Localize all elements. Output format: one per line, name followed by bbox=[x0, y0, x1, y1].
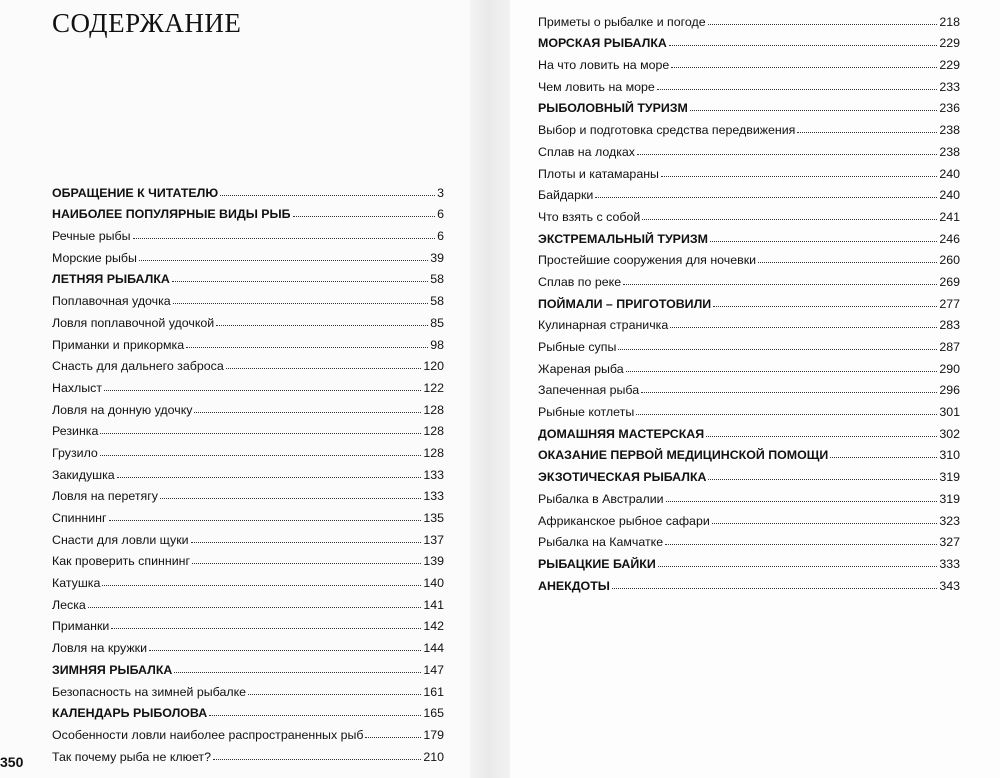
dot-leader bbox=[209, 715, 421, 716]
toc-entry-page: 137 bbox=[423, 532, 444, 547]
toc-entry-label: Жареная рыба bbox=[538, 361, 624, 376]
toc-section-entry bbox=[538, 441, 960, 463]
toc-section-entry bbox=[538, 419, 960, 441]
toc-entry-label: ЭКЗОТИЧЕСКАЯ РЫБАЛКА bbox=[538, 470, 707, 485]
dot-leader bbox=[713, 306, 937, 307]
folio-page-number: 350 bbox=[0, 754, 24, 770]
toc-entry bbox=[538, 506, 960, 528]
toc-entry-label: Ловля поплавочной удочкой bbox=[52, 315, 215, 330]
toc-entry bbox=[52, 243, 444, 265]
dot-leader bbox=[797, 132, 937, 133]
dot-leader bbox=[216, 325, 428, 326]
toc-section-entry bbox=[538, 289, 960, 311]
toc-entry bbox=[52, 568, 444, 590]
toc-entry bbox=[52, 308, 444, 330]
toc-entry-page: 6 bbox=[437, 207, 444, 222]
dot-leader bbox=[669, 45, 937, 46]
dot-leader bbox=[712, 523, 938, 524]
toc-entry-label: Ловля на кружки bbox=[52, 641, 148, 656]
toc-entry-page: 277 bbox=[939, 296, 960, 311]
toc-entry-label: Речные рыбы bbox=[52, 229, 131, 244]
toc-entry-label: ЛЕТНЯЯ РЫБАЛКА bbox=[52, 272, 170, 287]
toc-entry bbox=[538, 311, 960, 333]
toc-entry-page: 179 bbox=[423, 727, 444, 742]
toc-entry bbox=[538, 376, 960, 398]
toc-entry-label: На что ловить на море bbox=[538, 58, 670, 73]
dot-leader bbox=[149, 650, 421, 651]
dot-leader bbox=[191, 542, 422, 543]
book-gutter bbox=[470, 0, 510, 778]
toc-entry-page: 290 bbox=[939, 361, 960, 376]
toc-entry-label: Рыбалка на Камчатке bbox=[538, 535, 664, 550]
toc-entry-page: 58 bbox=[430, 272, 444, 287]
toc-entry-label: Закидушка bbox=[52, 467, 115, 482]
dot-leader bbox=[708, 24, 938, 25]
toc-entry-label: ПОЙМАЛИ – ПРИГОТОВИЛИ bbox=[538, 296, 712, 311]
dot-leader bbox=[139, 260, 428, 261]
toc-entry-page: 238 bbox=[939, 144, 960, 159]
toc-entry-label: Как проверить спиннинг bbox=[52, 554, 190, 569]
toc-entry bbox=[52, 438, 444, 460]
toc-entry-label: Чем ловить на море bbox=[538, 79, 655, 94]
toc-entry-label: Так почему рыба не клюет? bbox=[52, 749, 211, 764]
toc-entry bbox=[538, 115, 960, 137]
toc-entry-label: Особенности ловли наиболее распространенных рыб bbox=[52, 727, 364, 742]
toc-entry-label: Приманки bbox=[52, 619, 110, 634]
toc-section-entry bbox=[538, 571, 960, 593]
toc-entry-page: 287 bbox=[939, 340, 960, 354]
toc-entry-page: 319 bbox=[939, 491, 960, 506]
dot-leader bbox=[109, 520, 422, 521]
toc-entry-page: 236 bbox=[939, 101, 960, 116]
toc-entry-page: 147 bbox=[423, 662, 444, 677]
toc-entry-page: 333 bbox=[939, 556, 960, 571]
toc-entry bbox=[538, 72, 960, 94]
toc-entry-page: 229 bbox=[939, 36, 960, 51]
toc-entry-page: 323 bbox=[939, 513, 960, 528]
toc-entry-page: 161 bbox=[423, 684, 444, 699]
toc-entry bbox=[538, 332, 960, 354]
dot-leader bbox=[758, 262, 937, 263]
toc-entry-page: 283 bbox=[939, 318, 960, 333]
dot-leader bbox=[172, 281, 428, 282]
dot-leader bbox=[661, 176, 937, 177]
toc-entry bbox=[538, 202, 960, 224]
dot-leader bbox=[365, 737, 421, 738]
toc-entry-page: 128 bbox=[423, 445, 444, 460]
dot-leader bbox=[595, 197, 937, 198]
toc-entry-label: Безопасность на зимней рыбалке bbox=[52, 684, 247, 699]
toc-entry-label: РЫБАЦКИЕ БАЙКИ bbox=[538, 556, 656, 571]
toc-entry-label: АНЕКДОТЫ bbox=[538, 578, 610, 593]
dot-leader bbox=[665, 544, 937, 545]
toc-entry-label: Леска bbox=[52, 597, 86, 612]
toc-entry-page: 229 bbox=[939, 58, 960, 73]
dot-leader bbox=[642, 219, 937, 220]
dot-leader bbox=[830, 457, 937, 458]
toc-entry-page: 120 bbox=[423, 359, 444, 374]
toc-entry-page: 98 bbox=[430, 337, 444, 352]
dot-leader bbox=[636, 414, 937, 415]
toc-entry-page: 327 bbox=[939, 535, 960, 550]
dot-leader bbox=[708, 479, 937, 480]
toc-entry-label: Рыбные котлеты bbox=[538, 405, 635, 420]
toc-entry-page: 302 bbox=[939, 426, 960, 441]
toc-entry-page: 133 bbox=[423, 467, 444, 482]
toc-entry-label: Что взять с собой bbox=[538, 209, 641, 224]
toc-entry-page: 144 bbox=[423, 641, 444, 656]
toc-entry-label: Спиннинг bbox=[52, 511, 107, 525]
toc-entry bbox=[538, 50, 960, 72]
toc-entry bbox=[52, 460, 444, 482]
toc-entry-page: 85 bbox=[430, 315, 444, 330]
toc-section-entry bbox=[52, 200, 444, 222]
toc-entry bbox=[52, 352, 444, 374]
toc-section-entry bbox=[538, 549, 960, 571]
toc-entry-page: 128 bbox=[423, 402, 444, 417]
dot-leader bbox=[220, 195, 435, 196]
dot-leader bbox=[100, 455, 421, 456]
toc-entry-page: 260 bbox=[939, 253, 960, 268]
toc-left-column bbox=[52, 178, 444, 764]
dot-leader bbox=[623, 284, 937, 285]
toc-entry-label: Приметы о рыбалке и погоде bbox=[538, 14, 706, 29]
dot-leader bbox=[670, 327, 937, 328]
toc-entry-page: 58 bbox=[430, 294, 444, 309]
toc-entry-page: 301 bbox=[939, 405, 960, 420]
toc-entry-label: Африканское рыбное сафари bbox=[538, 513, 710, 528]
page-title: СОДЕРЖАНИЕ bbox=[52, 8, 242, 38]
toc-entry-page: 139 bbox=[423, 554, 444, 569]
toc-entry-label: ЭКСТРЕМАЛЬНЫЙ ТУРИЗМ bbox=[538, 231, 708, 246]
toc-entry-label: Сплав на лодках bbox=[538, 144, 635, 159]
toc-entry-label: Байдарки bbox=[538, 188, 594, 203]
toc-section-entry bbox=[538, 29, 960, 51]
toc-entry bbox=[52, 677, 444, 699]
toc-entry bbox=[538, 397, 960, 419]
toc-entry-page: 296 bbox=[939, 383, 960, 398]
toc-entry bbox=[538, 137, 960, 159]
toc-entry bbox=[538, 484, 960, 506]
toc-entry bbox=[52, 395, 444, 417]
toc-entry-page: 310 bbox=[939, 448, 960, 463]
dot-leader bbox=[666, 501, 938, 502]
toc-entry-page: 140 bbox=[423, 576, 444, 591]
toc-entry bbox=[52, 503, 444, 525]
toc-entry bbox=[538, 159, 960, 181]
toc-entry-page: 246 bbox=[939, 231, 960, 246]
toc-entry-label: Снасти для ловли щуки bbox=[52, 532, 189, 547]
toc-entry-page: 165 bbox=[423, 706, 444, 721]
dot-leader bbox=[133, 238, 436, 239]
dot-leader bbox=[173, 303, 429, 304]
toc-entry-page: 210 bbox=[423, 749, 444, 764]
toc-entry-label: КАЛЕНДАРЬ РЫБОЛОВА bbox=[52, 706, 208, 721]
toc-entry bbox=[52, 720, 444, 742]
toc-entry-label: Грузило bbox=[52, 445, 98, 460]
toc-entry-page: 6 bbox=[437, 229, 444, 244]
toc-entry-label: Нахлыст bbox=[52, 380, 103, 395]
dot-leader bbox=[186, 347, 428, 348]
toc-entry-page: 141 bbox=[423, 597, 444, 612]
toc-entry-label: ЗИМНЯЯ РЫБАЛКА bbox=[52, 662, 173, 677]
toc-entry-label: ДОМАШНЯЯ МАСТЕРСКАЯ bbox=[538, 426, 705, 441]
dot-leader bbox=[100, 433, 421, 434]
toc-entry-page: 3 bbox=[437, 185, 444, 200]
toc-entry-label: Плоты и катамараны bbox=[538, 166, 659, 181]
toc-entry bbox=[52, 590, 444, 612]
toc-entry bbox=[52, 525, 444, 547]
toc-entry bbox=[538, 267, 960, 289]
dot-leader bbox=[612, 588, 937, 589]
dot-leader bbox=[637, 154, 937, 155]
toc-entry bbox=[52, 547, 444, 569]
toc-entry-label: Рыбалка в Австралии bbox=[538, 491, 664, 506]
toc-entry bbox=[538, 181, 960, 203]
toc-section-entry bbox=[538, 462, 960, 484]
toc-entry bbox=[52, 417, 444, 439]
toc-section-entry bbox=[52, 178, 444, 200]
dot-leader bbox=[88, 607, 422, 608]
toc-section-entry bbox=[538, 94, 960, 116]
dot-leader bbox=[618, 349, 937, 350]
toc-entry-label: РЫБОЛОВНЫЙ ТУРИЗМ bbox=[538, 101, 688, 116]
toc-entry-page: 122 bbox=[423, 380, 444, 395]
toc-right-column bbox=[538, 7, 960, 593]
toc-entry-page: 233 bbox=[939, 79, 960, 94]
dot-leader bbox=[293, 216, 436, 217]
dot-leader bbox=[626, 371, 938, 372]
dot-leader bbox=[226, 368, 422, 369]
dot-leader bbox=[658, 566, 938, 567]
dot-leader bbox=[102, 585, 421, 586]
dot-leader bbox=[248, 694, 421, 695]
toc-entry bbox=[52, 330, 444, 352]
toc-entry-label: Выбор и подготовка средства передвижения bbox=[538, 123, 796, 138]
toc-entry bbox=[52, 612, 444, 634]
toc-entry-page: 343 bbox=[939, 578, 960, 593]
toc-entry-label: НАИБОЛЕЕ ПОПУЛЯРНЫЕ ВИДЫ РЫБ bbox=[52, 207, 291, 222]
toc-entry bbox=[52, 286, 444, 308]
toc-entry-label: Кулинарная страничка bbox=[538, 318, 669, 333]
toc-section-entry bbox=[52, 699, 444, 721]
dot-leader bbox=[104, 390, 421, 391]
toc-entry-label: Запеченная рыба bbox=[538, 383, 640, 398]
toc-entry-page: 39 bbox=[430, 250, 444, 265]
dot-leader bbox=[710, 241, 937, 242]
dot-leader bbox=[690, 110, 937, 111]
toc-entry-page: 269 bbox=[939, 274, 960, 289]
toc-entry-label: Снасть для дальнего заброса bbox=[52, 359, 224, 374]
toc-entry-page: 135 bbox=[423, 511, 444, 525]
toc-entry-label: ОБРАЩЕНИЕ К ЧИТАТЕЛЮ bbox=[52, 185, 219, 200]
toc-entry-label: Простейшие сооружения для ночевки bbox=[538, 253, 757, 268]
toc-entry bbox=[52, 482, 444, 504]
dot-leader bbox=[111, 628, 421, 629]
toc-entry bbox=[538, 7, 960, 29]
dot-leader bbox=[671, 67, 937, 68]
toc-entry-page: 133 bbox=[423, 489, 444, 504]
toc-entry-page: 218 bbox=[939, 14, 960, 29]
toc-section-entry bbox=[538, 224, 960, 246]
toc-entry bbox=[538, 528, 960, 550]
toc-entry-page: 128 bbox=[423, 424, 444, 439]
toc-entry bbox=[52, 633, 444, 655]
dot-leader bbox=[706, 436, 937, 437]
toc-section-entry bbox=[52, 265, 444, 287]
toc-entry-label: Приманки и прикормка bbox=[52, 337, 185, 352]
dot-leader bbox=[194, 412, 421, 413]
toc-entry-page: 240 bbox=[939, 166, 960, 181]
toc-entry-page: 142 bbox=[423, 619, 444, 634]
toc-entry bbox=[52, 373, 444, 395]
toc-entry bbox=[52, 221, 444, 243]
dot-leader bbox=[192, 563, 421, 564]
toc-entry-label: Сплав по реке bbox=[538, 274, 622, 289]
toc-section-entry bbox=[52, 655, 444, 677]
toc-entry-label: Рыбные супы bbox=[538, 340, 617, 354]
toc-entry-label: Резинка bbox=[52, 424, 99, 439]
toc-entry-label: МОРСКАЯ РЫБАЛКА bbox=[538, 36, 667, 51]
dot-leader bbox=[160, 498, 421, 499]
dot-leader bbox=[117, 477, 422, 478]
dot-leader bbox=[657, 89, 937, 90]
toc-entry bbox=[538, 246, 960, 268]
dot-leader bbox=[641, 392, 937, 393]
toc-entry bbox=[52, 742, 444, 764]
toc-entry bbox=[538, 354, 960, 376]
toc-entry-label: Ловля на донную удочку bbox=[52, 402, 193, 417]
toc-entry-page: 319 bbox=[939, 470, 960, 485]
toc-entry-label: Ловля на перетягу bbox=[52, 489, 158, 504]
toc-entry-label: Морские рыбы bbox=[52, 250, 137, 265]
toc-entry-page: 240 bbox=[939, 188, 960, 203]
toc-entry-label: Катушка bbox=[52, 576, 101, 591]
dot-leader bbox=[213, 759, 421, 760]
dot-leader bbox=[174, 672, 421, 673]
toc-entry-label: Поплавочная удочка bbox=[52, 294, 171, 309]
toc-entry-page: 241 bbox=[939, 209, 960, 224]
toc-entry-label: ОКАЗАНИЕ ПЕРВОЙ МЕДИЦИНСКОЙ ПОМОЩИ bbox=[538, 448, 829, 463]
toc-entry-page: 238 bbox=[939, 123, 960, 138]
